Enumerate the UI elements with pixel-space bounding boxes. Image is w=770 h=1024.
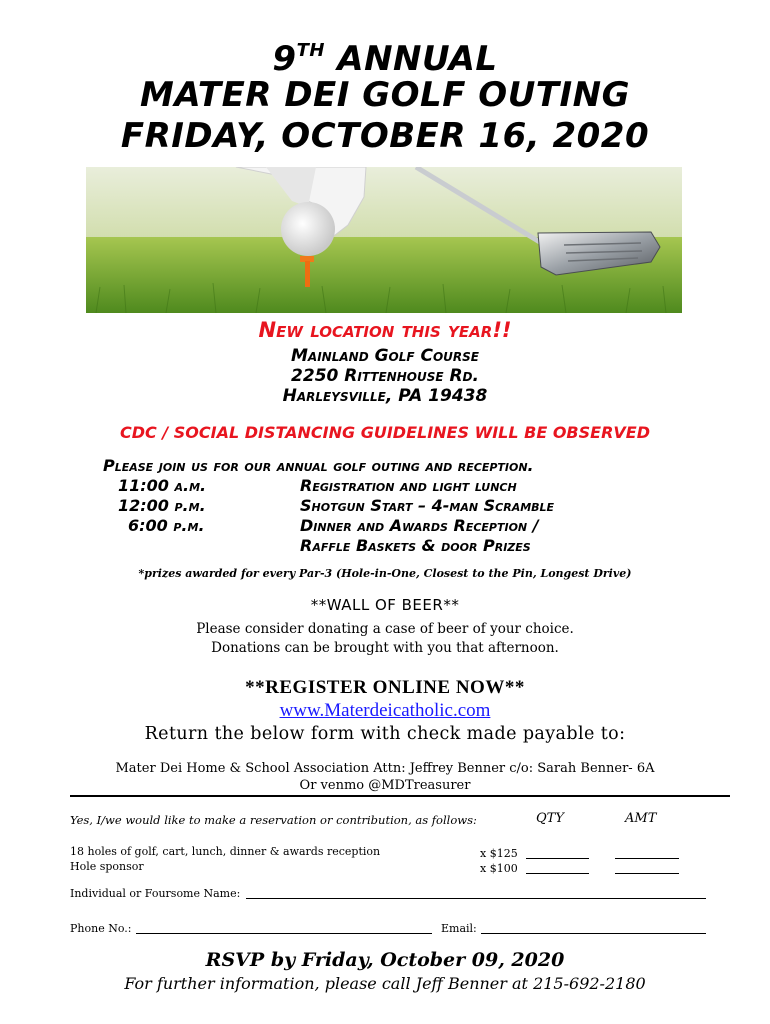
title-line-2: MATER DEI GOLF OUTING <box>139 75 631 115</box>
return-form-text: Return the below form with check made payable to: <box>144 724 626 744</box>
email-field[interactable] <box>481 924 706 934</box>
wall-of-beer-title: **WALL OF BEER** <box>310 596 460 614</box>
title-line-3: FRIDAY, OCTOBER 16, 2020 <box>120 116 650 156</box>
golf-photo-graphic <box>86 167 682 313</box>
qty-header: QTY <box>536 811 564 826</box>
wall-of-beer-line-2: Donations can be brought with you that afternoon. <box>211 640 559 656</box>
section-divider <box>70 795 730 797</box>
golf-qty-field[interactable] <box>526 849 589 859</box>
schedule-time-3: 6:00 p.m. <box>128 516 205 535</box>
phone-label: Phone No.: <box>70 922 132 935</box>
register-link[interactable]: www.Materdeicatholic.com <box>279 700 491 721</box>
prizes-note: *prizes awarded for every Par-3 (Hole-in-One, Closest to the Pin, Longest Drive) <box>138 567 632 580</box>
schedule-event-1: Registration and light lunch <box>300 476 517 495</box>
wall-of-beer-line-1: Please consider donating a case of beer of your choice. <box>196 621 574 637</box>
golf-photo <box>86 167 682 313</box>
contact-info: For further information, please call Jeff Benner at 215-692-2180 <box>124 974 646 993</box>
payee-line-2: Or venmo @MDTreasurer <box>299 778 471 793</box>
ordinal-suffix: TH <box>296 40 325 61</box>
ordinal-number: 9 <box>272 39 297 79</box>
amt-header: AMT <box>625 811 657 826</box>
form-item-golf-price: x $125 <box>480 847 518 860</box>
name-field[interactable] <box>246 889 706 899</box>
schedule-event-2: Shotgun Start – 4-man Scramble <box>300 496 555 515</box>
new-location-banner: New location this year!! <box>258 318 512 342</box>
payee-line-1: Mater Dei Home & School Association Attn: Jeffrey Benner c/o: Sarah Benner- 6A <box>115 761 655 776</box>
name-label: Individual or Foursome Name: <box>70 887 241 900</box>
venue-name: Mainland Golf Course <box>291 346 479 366</box>
hole-sponsor-amt-field[interactable] <box>615 864 679 874</box>
golf-amt-field[interactable] <box>615 849 679 859</box>
venue-street: 2250 Rittenhouse Rd. <box>291 366 479 386</box>
rsvp-deadline: RSVP by Friday, October 09, 2020 <box>205 949 565 971</box>
title-line-1 <box>0 30 770 80</box>
schedule-time-1: 11:00 a.m. <box>118 476 207 495</box>
email-label: Email: <box>441 922 477 935</box>
register-title: **REGISTER ONLINE NOW** <box>245 677 525 698</box>
venue-city: Harleysville, PA 19438 <box>282 386 488 406</box>
form-item-hole-sponsor-label: Hole sponsor <box>70 860 144 873</box>
form-intro: Yes, I/we would like to make a reservation or contribution, as follows: <box>70 813 477 827</box>
schedule-event-4: Raffle Baskets & door Prizes <box>300 536 531 555</box>
annual-word: ANNUAL <box>324 39 498 79</box>
phone-field[interactable] <box>136 924 432 934</box>
cdc-notice: CDC / SOCIAL DISTANCING GUIDELINES WILL BE OBSERVED <box>120 423 650 442</box>
schedule-time-2: 12:00 p.m. <box>118 496 206 515</box>
hole-sponsor-qty-field[interactable] <box>526 864 589 874</box>
schedule-event-3: Dinner and Awards Reception / <box>300 516 539 535</box>
form-item-golf-label: 18 holes of golf, cart, lunch, dinner & awards reception <box>70 845 381 858</box>
schedule-intro: Please join us for our annual golf outing and reception. <box>103 456 534 475</box>
form-item-hole-sponsor-price: x $100 <box>480 862 518 875</box>
